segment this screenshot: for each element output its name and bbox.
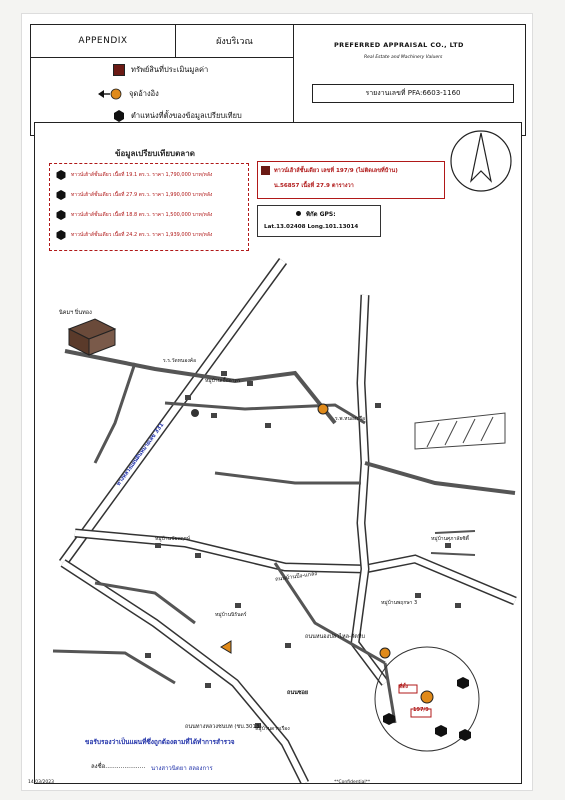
label-village-e: หมู่บ้านนิรันดร์ <box>215 612 247 618</box>
road-north-south <box>355 295 385 683</box>
factory-icon <box>69 319 115 355</box>
legend-item-subject <box>113 64 208 76</box>
signer-label: ลงชื่อ..................... <box>91 763 146 770</box>
rail-area <box>415 413 505 449</box>
legend-item-comparable <box>113 110 242 122</box>
label-subject-tag: ที่ตั้ง <box>399 684 408 690</box>
comparable-item <box>56 210 212 220</box>
label-village-f: หมู่บ้านดาวเรือง <box>255 726 290 732</box>
label-subject-num: 197/9 <box>413 707 429 713</box>
label-road-3: ถนนหนองปลาไหล-สัตหีบ <box>305 634 365 640</box>
company-block <box>294 25 525 135</box>
certify-text: ขอรับรองว่าเป็นแผนที่ซึ่งถูกต้องตามที่ได้ทำการสำรวจ <box>85 738 235 746</box>
square-marker-icon <box>261 166 270 175</box>
gps-box <box>257 205 381 237</box>
hexagon-icon <box>56 170 66 180</box>
comparables-title: ข้อมูลเปรียบเทียบตลาด <box>115 149 195 158</box>
hexagon-icon <box>56 230 66 240</box>
road-highway <box>63 261 283 563</box>
header-table <box>30 24 526 136</box>
hexagon-icon <box>56 190 66 200</box>
legend-item-reference <box>97 88 159 100</box>
label-road-main: ทางหลวงแผ่นดินหมายเลข 331 <box>115 422 166 488</box>
label-village-c: หมู่บ้านศุภาลัยซิตี้ <box>431 536 469 542</box>
legend-label: ทรัพย์สินที่ประเมินมูลค่า <box>131 65 209 74</box>
footer-date: 14/03/2023 <box>28 780 54 785</box>
company-subtitle: Real Estate and Machinery Valuers <box>364 55 443 60</box>
signer-name: นางสาวนิตยา สลองการ <box>151 765 213 772</box>
comparable-item <box>56 190 212 200</box>
company-name: PREFERRED APPRAISAL CO., LTD <box>334 41 464 49</box>
appendix-label: APPENDIX <box>31 25 176 58</box>
footer-confidential: **Confidential** <box>334 780 371 785</box>
gps-dot-icon <box>296 211 301 216</box>
reference-point-icon <box>97 88 123 100</box>
comparable-label: ทาวน์เฮ้าส์ชั้นเดียว เนื้อที่ 27.9 ตร.ว. ราคา 1,990,000 บาท/หลัง <box>71 192 213 198</box>
comparable-label: ทาวน์เฮ้าส์ชั้นเดียว เนื้อที่ 24.2 ตร.ว. ราคา 1,939,000 บาท/หลัง <box>71 232 213 238</box>
subject-line1: ทาวน์เฮ้าส์ชั้นเดียว เลขที่ 197/9 (ไม่ติดเลขที่บ้าน) <box>274 168 398 174</box>
hexagon-icon <box>113 110 125 122</box>
report-number: รายงานเลขที่ PFA:6603-1160 <box>312 84 514 103</box>
comparable-item <box>56 230 212 240</box>
legend-label: จุดอ้างอิง <box>129 89 159 98</box>
road-south <box>63 563 305 783</box>
label-village-a: หมู่บ้านเอื้ออาทร <box>205 378 241 384</box>
label-school: ร.ร.วัดหนองค้อ <box>163 358 197 364</box>
comparables-box <box>49 163 249 251</box>
subject-box <box>257 161 445 199</box>
square-marker-icon <box>113 64 125 76</box>
label-hospital: ร.พ.หนองปรือ <box>335 416 366 422</box>
comparable-label: ทาวน์เฮ้าส์ชั้นเดียว เนื้อที่ 19.1 ตร.ว. ราคา 1,790,000 บาท/หลัง <box>71 172 213 178</box>
map-frame <box>34 122 522 784</box>
label-soi: ถนนซอย <box>287 690 309 696</box>
comparable-item <box>56 170 212 180</box>
label-road-2: ถนนบ้านบึง-แกลง <box>274 571 318 583</box>
label-station: นิคมฯ ปิ่นทอง <box>59 310 92 316</box>
north-arrow-icon <box>451 131 511 191</box>
hexagon-icon <box>56 210 66 220</box>
label-zone-road: ถนนทางหลวงชนบท (ชบ.3013) <box>185 724 262 730</box>
subject-line2: น.56857 เนื้อที่ 27.9 ตารางวา <box>274 183 354 189</box>
label-village-b: หมู่บ้านชัยพฤกษ์ <box>155 536 190 542</box>
house-icon <box>145 371 461 728</box>
comparable-label: ทาวน์เฮ้าส์ชั้นเดียว เนื้อที่ 18.8 ตร.ว. ราคา 1,500,000 บาท/หลัง <box>71 212 213 218</box>
label-village-d: หมู่บ้านพฤกษา 3 <box>381 600 418 606</box>
legend-label: ตำแหน่งที่ตั้งของข้อมูลเปรียบเทียบ <box>131 111 242 120</box>
gps-title: พิกัด GPS: <box>306 211 336 218</box>
gps-coords: Lat.13.02408 Long.101.13014 <box>264 224 359 230</box>
document-sheet <box>22 14 532 790</box>
map-title: ผังบริเวณ <box>176 25 294 58</box>
